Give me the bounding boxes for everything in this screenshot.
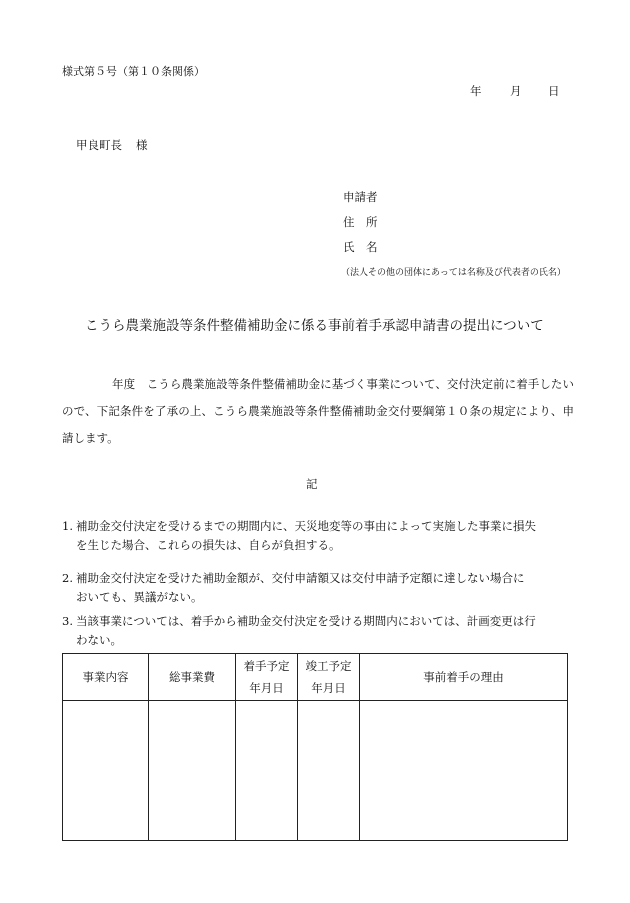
col-start-date-line1: 着手予定 (243, 659, 290, 673)
condition-text-line2: わない。 (76, 633, 122, 647)
date-year: 年 (470, 84, 482, 98)
cell-total-cost[interactable] (149, 701, 236, 841)
col-reason: 事前着手の理由 (360, 654, 568, 701)
document-body-text: 年度 こうら農業施設等条件整備補助金に基づく事業について、交付決定前に着手したいので、下記条件を了承の上、こうら農業施設等条件整備補助金交付要綱第１０条の規定により、申請します。 (62, 377, 574, 445)
cell-start-date[interactable] (236, 701, 298, 841)
condition-text-line1: 補助金交付決定を受けた補助金額が、交付申請額又は交付申請予定額に達しない場合に (76, 571, 525, 585)
document-body (62, 371, 574, 452)
date-day: 日 (548, 84, 560, 98)
address-label: 住 所 (343, 215, 378, 229)
name-label: 氏 名 (343, 240, 378, 254)
condition-number: 3. (62, 614, 73, 628)
condition-2 (62, 569, 582, 607)
applicant-label: 申請者 (343, 190, 378, 204)
condition-3 (62, 612, 582, 650)
table-row (63, 701, 568, 841)
cell-project-content[interactable] (63, 701, 149, 841)
table-header-row (63, 654, 568, 701)
form-number: 様式第５号（第１０条関係） (62, 65, 205, 78)
addressee (76, 137, 148, 153)
document-title: こうら農業施設等条件整備補助金に係る事前着手承認申請書の提出について (85, 318, 544, 334)
condition-text-line1: 補助金交付決定を受けるまでの期間内に、天災地変等の事由によって実施した事業に損失 (76, 519, 536, 533)
condition-number: 2. (62, 571, 73, 585)
col-start-date (236, 654, 298, 701)
condition-text-line1: 当該事業については、着手から補助金交付決定を受ける期間内においては、計画変更は行 (76, 614, 536, 628)
project-table (62, 653, 568, 841)
condition-text-line2: おいても、異議がない。 (76, 590, 203, 604)
condition-1 (62, 517, 582, 555)
cell-reason[interactable] (360, 701, 568, 841)
col-completion-date-line1: 竣工予定 (305, 659, 352, 673)
date-line (470, 83, 570, 99)
addressee-name: 甲良町長 (76, 138, 122, 152)
cell-completion-date[interactable] (298, 701, 360, 841)
condition-text-line2: を生じた場合、これらの損失は、自らが負担する。 (76, 538, 341, 552)
ki-heading: 記 (306, 477, 318, 491)
col-completion-date-line2: 年月日 (311, 681, 346, 695)
col-total-cost: 総事業費 (149, 654, 236, 701)
applicant-note: （法人その他の団体にあっては名称及び代表者の氏名） (341, 268, 566, 278)
addressee-honorific: 様 (136, 138, 148, 152)
col-start-date-line2: 年月日 (249, 681, 284, 695)
col-project-content: 事業内容 (63, 654, 149, 701)
condition-number: 1. (62, 519, 73, 533)
date-month: 月 (510, 84, 522, 98)
col-completion-date (298, 654, 360, 701)
